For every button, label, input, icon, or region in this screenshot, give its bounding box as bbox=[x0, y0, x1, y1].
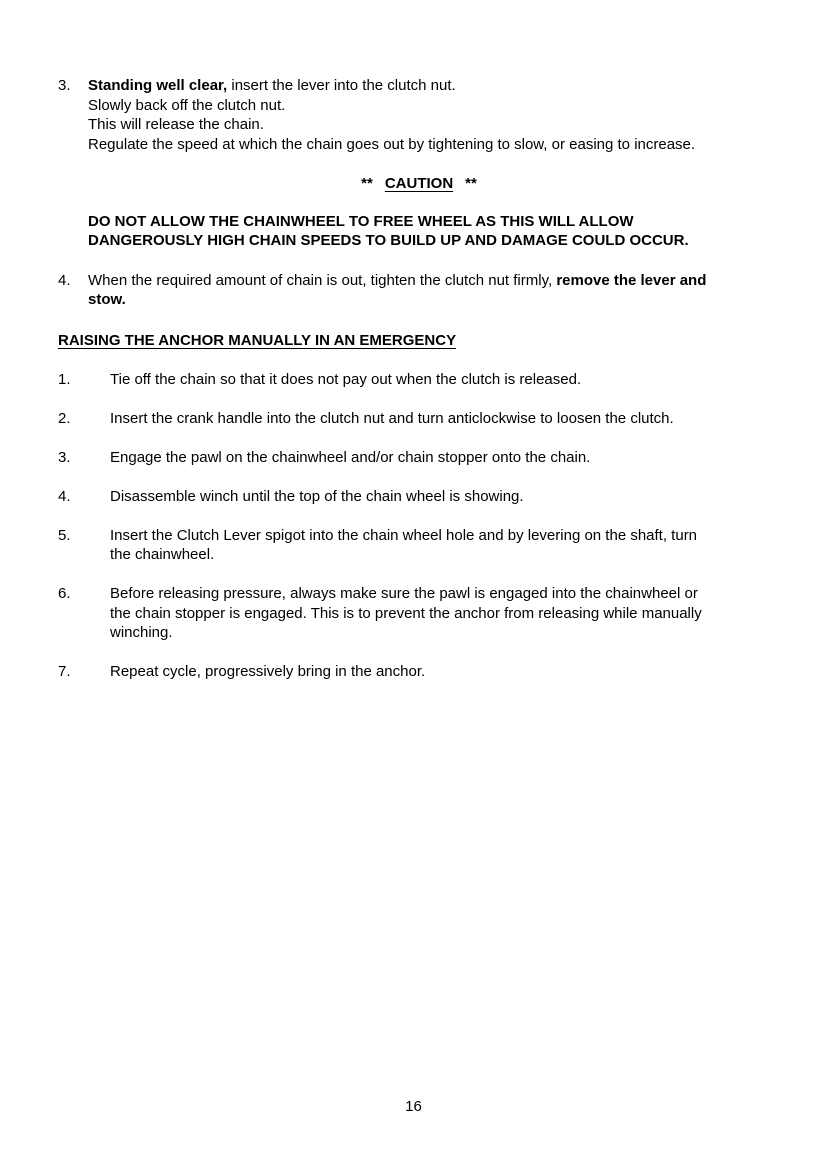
item-number: 4. bbox=[58, 271, 71, 289]
warning-line: DANGEROUSLY HIGH CHAIN SPEEDS TO BUILD UP AND DAMAGE COULD OCCUR. bbox=[88, 232, 689, 249]
item-line: Slowly back off the clutch nut. bbox=[88, 96, 286, 114]
bold-tail-text: stow. bbox=[88, 291, 126, 308]
numbered-item bbox=[58, 487, 780, 507]
page-number: 16 bbox=[405, 1098, 422, 1115]
numbered-item-3 bbox=[58, 76, 780, 154]
item-body bbox=[110, 662, 780, 682]
numbered-item-4 bbox=[58, 271, 780, 310]
item-body bbox=[110, 409, 780, 429]
caution-heading bbox=[58, 174, 780, 194]
item-body bbox=[88, 271, 780, 310]
item-line: Before releasing pressure, always make sure the pawl is engaged into the chainwheel or bbox=[110, 585, 698, 602]
line-text: When the required amount of chain is out, tighten the clutch nut firmly, bbox=[88, 271, 557, 289]
item-body bbox=[110, 370, 780, 390]
numbered-item bbox=[58, 662, 780, 682]
item-line: This will release the chain. bbox=[88, 116, 264, 133]
caution-label: CAUTION bbox=[384, 175, 454, 192]
item-line bbox=[88, 76, 780, 96]
numbered-item bbox=[58, 409, 780, 429]
item-body bbox=[110, 526, 780, 565]
item-number: 4. bbox=[58, 487, 71, 505]
item-body bbox=[110, 584, 780, 643]
item-line: Disassemble winch until the top of the chain wheel is showing. bbox=[110, 487, 524, 505]
item-body bbox=[110, 448, 780, 468]
item-body bbox=[88, 76, 780, 154]
item-number: 3. bbox=[58, 77, 71, 94]
item-line: the chainwheel. bbox=[110, 546, 215, 563]
item-line bbox=[88, 271, 780, 291]
warning-line: DO NOT ALLOW THE CHAINWHEEL TO FREE WHEEL AS THIS WILL ALLOW bbox=[88, 212, 634, 230]
numbered-item bbox=[58, 448, 780, 468]
caution-warning bbox=[88, 212, 764, 251]
item-line: Tie off the chain so that it does not pay out when the clutch is released. bbox=[110, 370, 582, 388]
item-line: Repeat cycle, progressively bring in the anchor. bbox=[110, 663, 426, 680]
item-number: 7. bbox=[58, 663, 71, 680]
item-number: 5. bbox=[58, 526, 71, 544]
line-text: insert the lever into the clutch nut. bbox=[227, 77, 456, 94]
numbered-item bbox=[58, 526, 780, 565]
item-number: 2. bbox=[58, 409, 71, 427]
caution-stars-left: ** bbox=[361, 175, 373, 192]
item-number: 6. bbox=[58, 585, 71, 602]
item-line: Insert the crank handle into the clutch nut and turn anticlockwise to loosen the clutch. bbox=[110, 409, 674, 427]
item-line: Engage the pawl on the chainwheel and/or chain stopper onto the chain. bbox=[110, 448, 591, 466]
item-number: 3. bbox=[58, 448, 71, 466]
item-line: winching. bbox=[110, 624, 173, 641]
item-number: 1. bbox=[58, 370, 71, 388]
bold-lead-text: Standing well clear, bbox=[88, 77, 228, 94]
item-body bbox=[110, 487, 780, 507]
item-line: Insert the Clutch Lever spigot into the chain wheel hole and by levering on the shaft, turn bbox=[110, 526, 698, 544]
caution-stars-right: ** bbox=[465, 175, 477, 192]
section-heading: RAISING THE ANCHOR MANUALLY IN AN EMERGENCY bbox=[58, 331, 457, 349]
bold-tail-text: remove the lever and bbox=[556, 271, 707, 289]
item-line: Regulate the speed at which the chain goes out by tightening to slow, or easing to increase. bbox=[88, 135, 696, 153]
item-line: the chain stopper is engaged. This is to prevent the anchor from releasing while manually bbox=[110, 604, 702, 622]
numbered-item bbox=[58, 584, 780, 643]
numbered-item bbox=[58, 370, 780, 390]
